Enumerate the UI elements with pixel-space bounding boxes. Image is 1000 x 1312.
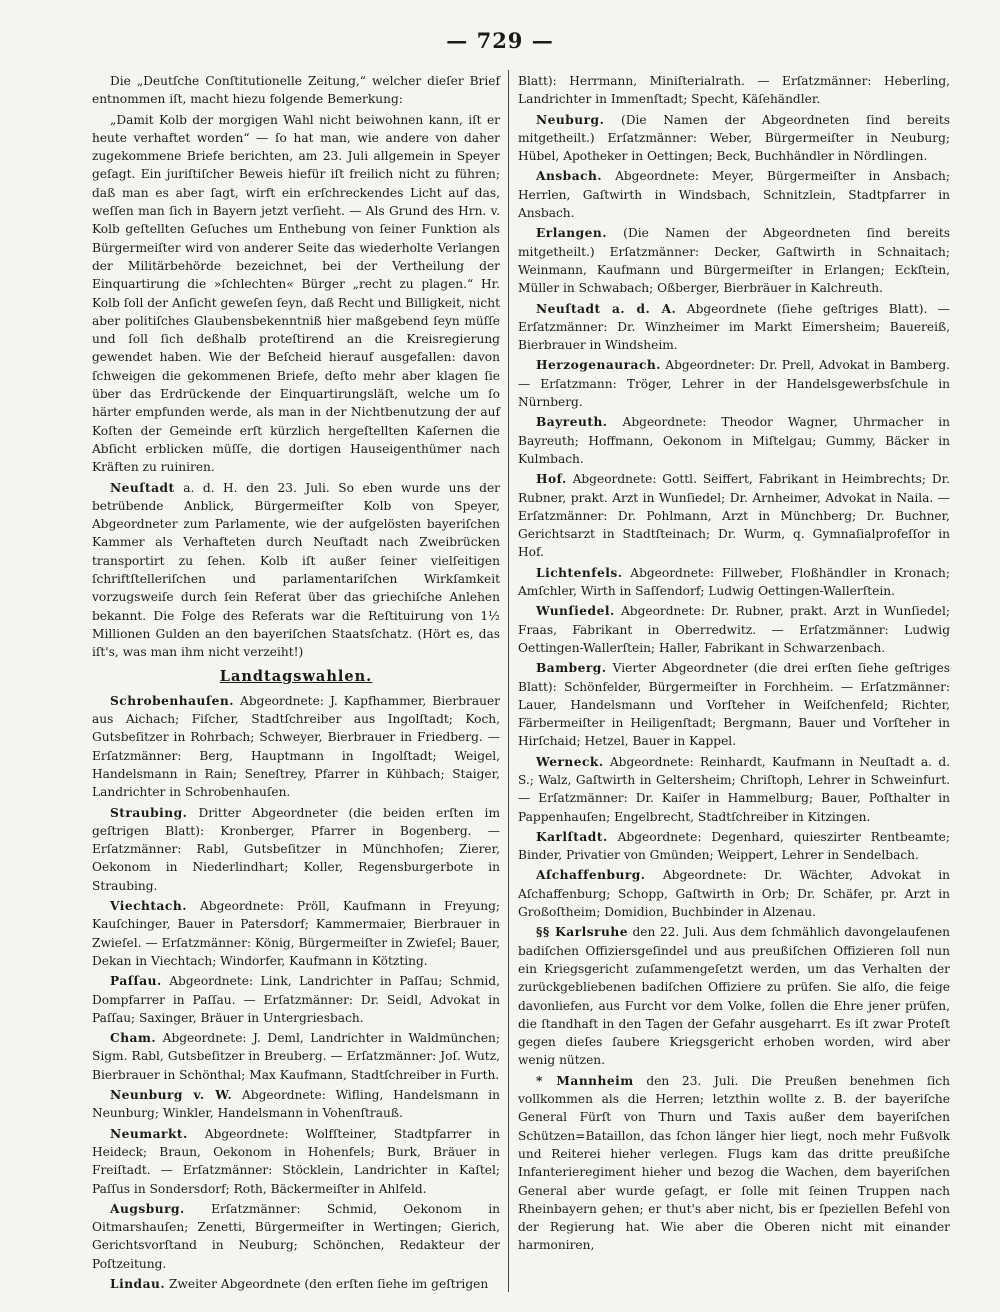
article-paragraph [518, 564, 950, 601]
dateline-place: * Mannheim [536, 1073, 634, 1088]
dateline-place: Neuſtadt a. d. A. [536, 301, 677, 316]
article-paragraph [92, 1200, 500, 1273]
article-paragraph [92, 972, 500, 1027]
dateline-place: §§ Karlsruhe [536, 925, 628, 940]
article-paragraph [92, 111, 500, 477]
dateline-place: Ansbach. [536, 169, 603, 184]
dateline-place: Hof. [536, 472, 567, 487]
paragraph-text: Abgeordnete (ſiehe geſtriges Blatt). — Erſatzmänner: Dr. Winzheimer im Markt Eimersheim; Bauereiß, Bierbrauer in Windsheim. [518, 301, 950, 353]
dateline-place: Erlangen. [536, 226, 607, 241]
dateline-place: Augsburg. [110, 1201, 185, 1216]
article-paragraph [92, 72, 500, 109]
dateline-place: Lindau. [110, 1277, 166, 1291]
paragraph-text: Abgeordnete: Meyer, Bürgermeiſter in Ansbach; Herrlen, Gaſtwirth in Windsbach, Schnitzlein, Stadtpfarrer in Ansbach. [518, 169, 950, 221]
dateline-place: Aſchaffenburg. [536, 868, 646, 883]
article-paragraph [518, 659, 950, 750]
article-paragraph [92, 1125, 500, 1198]
article-paragraph [518, 828, 950, 865]
left-column [92, 72, 500, 1293]
paragraph-text: Erſatzmänner: Schmid, Oekonom in Oitmarshauſen; Zenetti, Bürgermeiſter in Wertingen; Gierich, Gerichtsvorſtand in Neuburg; Schönchen, Redakteur der Poſtzeitung. [92, 1201, 500, 1271]
article-paragraph [518, 72, 950, 109]
paragraph-text: Blatt): Herrmann, Miniſterialrath. — Erſatzmänner: Heberling, Landrichter in Immenſtadt; Specht, Käſehändler. [518, 74, 950, 107]
paragraph-text: Abgeordnete: J. Kapfhammer, Bierbrauer aus Aichach; Fiſcher, Stadtſchreiber aus Ingolſtadt; Koch, Gutsbeſitzer in Rohrbach; Schweyer, Bierbrauer in Friedberg. — Erſatzmänner: Berg, Hauptmann in Ingolſtadt; Weigel, Handelsmann in Rain; Seneſtrey, Pfarrer in Kühbach; Staiger, Landrichter in Schrobenhauſen. [92, 693, 500, 800]
article-paragraph [518, 602, 950, 657]
paragraph-text: Abgeordnete: Gottl. Seiffert, Fabrikant in Heimbrechts; Dr. Rubner, prakt. Arzt in Wunſiedel; Dr. Arnheimer, Advokat in Naila. — Erſatzmänner: Dr. Pohlmann, Arzt in Münchberg; Dr. Buchner, Gerichtsarzt in Stadtſteinach; Dr. Wurm, q. Gymnaſialprofeſſor in Hof. [518, 472, 950, 560]
paragraph-text: Vierter Abgeordneter (die drei erſten ſiehe geſtriges Blatt): Schönfelder, Bürgermeiſter in Forchheim. — Erſatzmänner: Lauer, Handelsmann und Vorſteher in Weiſchenfeld; Richter, Färbermeiſter in Heiligenſtadt; Bergmann, Bauer und Vorſteher in Hirſchaid; Hetzel, Bauer in Kappel. [518, 661, 950, 749]
paragraph-text: Abgeordnete: Degenhard, quieszirter Rentbeamte; Binder, Privatier von Gmünden; Weippert, Lehrer in Sendelbach. [518, 829, 950, 863]
article-paragraph [518, 111, 950, 166]
paragraph-text: „Damit Kolb der morgigen Wahl nicht beiwohnen kann, iſt er heute verhaftet worden“ — ſo hat man, wie andere von daher zugekommene Briefe berichten, am 23. Juli allgemein in Speyer geſagt. Ein juriſtiſcher Beweis hiefür iſt freilich nicht zu führen; daß man es aber ſagt, wirft ein erſchreckendes Licht auf das, weſſen man ſich in Bayern jetzt verſieht. — Als Grund des Hrn. v. Kolb geſtellten Geſuches um Enthebung von ſeiner Funktion als Bürgermeiſter wird von anderer Seite das wiederholte Verlangen der Militärbehörde bezeichnet, bei der Vertheilung der Einquartirung die »ſchlechten« Bürger „recht zu plagen.“ Hr. Kolb ſoll der Anſicht geweſen ſeyn, daß Recht und Billigkeit, nicht aber politiſches Glaubensbekenntniß hier maßgebend ſeyn müſſe und ſoll ſich deßhalb proteſtirend an die Kreisregierung gewendet haben. Wie der Beſcheid hierauf ausgefallen: davon ſchweigen die gekommenen Briefe, deſto mehr aber klagen ſie über das Erdrückende der Einquartirungsläſt, welche um ſo härter empfunden werde, als man in der Nichtbenutzung der auf Koſten der Gemeinde erſt kürzlich hergeſtellten Kaſernen die Abſicht erblicken müſſe, die dortigen Hauseigenthümer nach Kräften zu ruiniren. [92, 112, 500, 475]
dateline-place: Herzogenaurach. [536, 358, 661, 373]
article-paragraph [92, 479, 500, 662]
page-number: — 729 — [446, 28, 554, 53]
article-paragraph [518, 1072, 950, 1255]
article-paragraph [92, 1029, 500, 1084]
paragraph-text: den 23. Juli. Die Preußen benehmen ſich vollkommen als die Herren; letzthin wollte z. B. der bayeriſche General Fürſt von Thurn und Taxis außer dem bayeriſchen Schützen=Bataillon, das ſchon länger hier liegt, noch mehr Fußvolk und Reiterei hieher verlegen. Flugs kam das dritte preußiſche Infanterieregiment hieher und bezog die Wachen, dem bayeriſchen General aber wurde geſagt, er ſolle mit ſeinen Truppen nach Rheinbayern gehen; er thut's aber nicht, bis er ſpeziellen Befehl von der Regierung hat. Wie aber die Oberen nicht mit einander harmoniren, [518, 1073, 950, 1253]
paragraph-text: den 22. Juli. Aus dem ſchmählich davongelaufenen badiſchen Offiziersgeſindel und aus preußiſchen Offizieren ſoll nun ein Kriegsgericht zuſammengeſetzt werden, um das Verhalten der zurückgebliebenen badiſchen Offiziere zu prüfen. Sie alſo, die feige davonliefen, aus Furcht vor dem Volke, ſollen die Ehre jener prüfen, die ſtandhaft in den Tagen der Gefahr ausgeharrt. Es iſt zwar Proteſt gegen dieſes ſaubere Kriegsgericht erhoben worden, wird aber wenig nützen. [518, 925, 951, 1068]
paragraph-text: (Die Namen der Abgeordneten ſind bereits mitgetheilt.) Erſatzmänner: Weber, Bürgermeiſter in Neuburg; Hübel, Apotheker in Oettingen; Beck, Buchhändler in Nördlingen. [518, 112, 950, 164]
article-paragraph [92, 897, 500, 970]
paragraph-text: Abgeordnete: Dr. Rubner, prakt. Arzt in Wunſiedel; Fraas, Fabrikant in Oberredwitz. — Erſatzmänner: Ludwig Oettingen-Wallerſtein; Haller, Fabrikant in Schwarzenbach. [518, 604, 950, 655]
paragraph-text: Die „Deutſche Conſtitutionelle Zeitung,“ welcher dieſer Brief entnommen iſt, macht hiezu folgende Bemerkung: [92, 74, 500, 107]
dateline-place: Werneck. [536, 754, 604, 769]
dateline-place: Neuſtadt [110, 480, 175, 495]
dateline-place: Bayreuth. [536, 415, 608, 430]
paragraph-text: Abgeordneter: Dr. Prell, Advokat in Bamberg. — Erſatzmann: Tröger, Lehrer in der Handelsgewerbsſchule in Nürnberg. [518, 358, 950, 410]
article-paragraph [518, 923, 950, 1069]
paragraph-text: Abgeordnete: Theodor Wagner, Uhrmacher in Bayreuth; Hoffmann, Oekonom in Miſtelgau; Gummy, Bäcker in Kulmbach. [518, 415, 950, 466]
dateline-place: Neunburg v. W. [110, 1088, 233, 1103]
section-title: Landtagswahlen. [219, 667, 373, 685]
dateline-place: Straubing. [110, 805, 188, 820]
article-paragraph [92, 692, 500, 802]
paragraph-text: Zweiter Abgeordnete (den erſten ſiehe im geſtrigen [165, 1277, 489, 1291]
article-paragraph [92, 1275, 500, 1293]
paragraph-text: Abgeordnete: Pröll, Kaufmann in Freyung; Kauſchinger, Bauer in Patersdorf; Kammermaier, Bierbrauer in Zwieſel. — Erſatzmänner: König, Bürgermeiſter in Zwieſel; Bauer, Dekan in Viechtach; Windorfer, Kaufmann in Kötzting. [92, 899, 500, 968]
right-column [518, 72, 950, 1255]
paragraph-text: Dritter Abgeordneter (die beiden erſten im geſtrigen Blatt): Kronberger, Pfarrer in Bogenberg. — Erſatzmänner: Rabl, Gutsbeſitzer in Münchhofen; Zierer, Oekonom in Niederlindhart; Koller, Regensburgerbote in Straubing. [92, 805, 500, 893]
paragraph-text: Abgeordnete: Link, Landrichter in Paſſau; Schmid, Dompfarrer in Paſſau. — Erſatzmänner: Dr. Seidl, Advokat in Paſſau; Saxinger, Bräuer in Untergriesbach. [92, 974, 500, 1025]
column-divider [508, 70, 509, 1292]
article-paragraph [518, 413, 950, 468]
dateline-place: Neumarkt. [110, 1126, 188, 1141]
dateline-place: Wunſiedel. [536, 604, 615, 619]
dateline-place: Schrobenhauſen. [110, 693, 234, 708]
article-paragraph [518, 300, 950, 355]
article-paragraph [518, 753, 950, 826]
article-paragraph [518, 167, 950, 222]
dateline-place: Cham. [110, 1031, 157, 1046]
dateline-place: Viechtach. [110, 899, 187, 914]
paragraph-text: Abgeordnete: Dr. Wächter, Advokat in Aſchaffenburg; Schopp, Gaſtwirth in Orb; Dr. Schäfer, pr. Arzt in Großoſtheim; Domidion, Buchbinder in Alzenau. [518, 868, 950, 920]
article-paragraph [518, 866, 950, 921]
article-paragraph [518, 356, 950, 411]
article-paragraph [518, 470, 950, 561]
article-paragraph [92, 804, 500, 895]
paragraph-text: Abgeordnete: J. Deml, Landrichter in Waldmünchen; Sigm. Rabl, Gutsbeſitzer in Breuberg. — Erſatzmänner: Joſ. Wutz, Bierbrauer in Schönthal; Max Kaufmann, Stadtſchreiber in Furth. [92, 1031, 500, 1082]
dateline-place: Karlſtadt. [536, 829, 608, 844]
paragraph-text: a. d. H. den 23. Juli. So eben wurde uns der betrübende Anblick, Bürgermeiſter Kolb von Speyer, Abgeordneter zum Parlamente, wie der aufgelösten bayeriſchen Kammer als Verhafteten durch Neuſtadt nach Zweibrücken transportirt zu ſehen. Kolb iſt außer ſeiner vielſeitigen ſchriftſtelleriſchen und parlamentariſchen Wirkſamkeit vorzugsweiſe durch ſein Referat über das griechiſche Anlehen bekannt. Die Folge des Referats war die Reſtituirung von 1½ Millionen Gulden an den bayeriſchen Staatsſchatz. (Hört es, das iſt's, was man ihm nicht verzeiht!) [92, 480, 500, 660]
paragraph-text: Abgeordnete: Wifling, Handelsmann in Neunburg; Winkler, Handelsmann in Vohenſtrauß. [92, 1088, 500, 1121]
dateline-place: Neuburg. [536, 112, 605, 127]
paragraph-text: Abgeordnete: Reinhardt, Kaufmann in Neuſtadt a. d. S.; Walz, Gaſtwirth in Geltersheim; Chriſtoph, Lehrer in Schweinfurt. — Erſatzmänner: Dr. Kaiſer in Hammelburg; Bauer, Poſthalter in Pappenhauſen; Engelbrecht, Stadtſchreiber in Kitzingen. [518, 754, 950, 824]
paragraph-text: Abgeordnete: Fillweber, Floßhändler in Kronach; Amſchler, Wirth in Saſſendorf; Ludwig Oettingen-Wallerſtein. [518, 565, 950, 599]
paragraph-text: (Die Namen der Abgeordneten ſind bereits mitgetheilt.) Erſatzmänner: Decker, Gaſtwirth in Schnaitach; Weinmann, Kaufmann und Bürgermeiſter in Erlangen; Eckſtein, Müller in Schwabach; Oßberger, Bierbräuer in Kalchreuth. [518, 226, 950, 296]
article-paragraph [518, 224, 950, 297]
dateline-place: Paſſau. [110, 974, 162, 989]
article-paragraph [92, 1086, 500, 1123]
dateline-place: Bamberg. [536, 661, 607, 676]
dateline-place: Lichtenfels. [536, 565, 623, 580]
paragraph-text: Abgeordnete: Wolfſteiner, Stadtpfarrer in Heideck; Braun, Oekonom in Hohenfels; Burk, Bräuer in Freiſtadt. — Erſatzmänner: Stöcklein, Landrichter in Kaſtel; Paſſus in Sondersdorf; Roth, Bäckermeiſter in Ahlfeld. [92, 1126, 500, 1196]
